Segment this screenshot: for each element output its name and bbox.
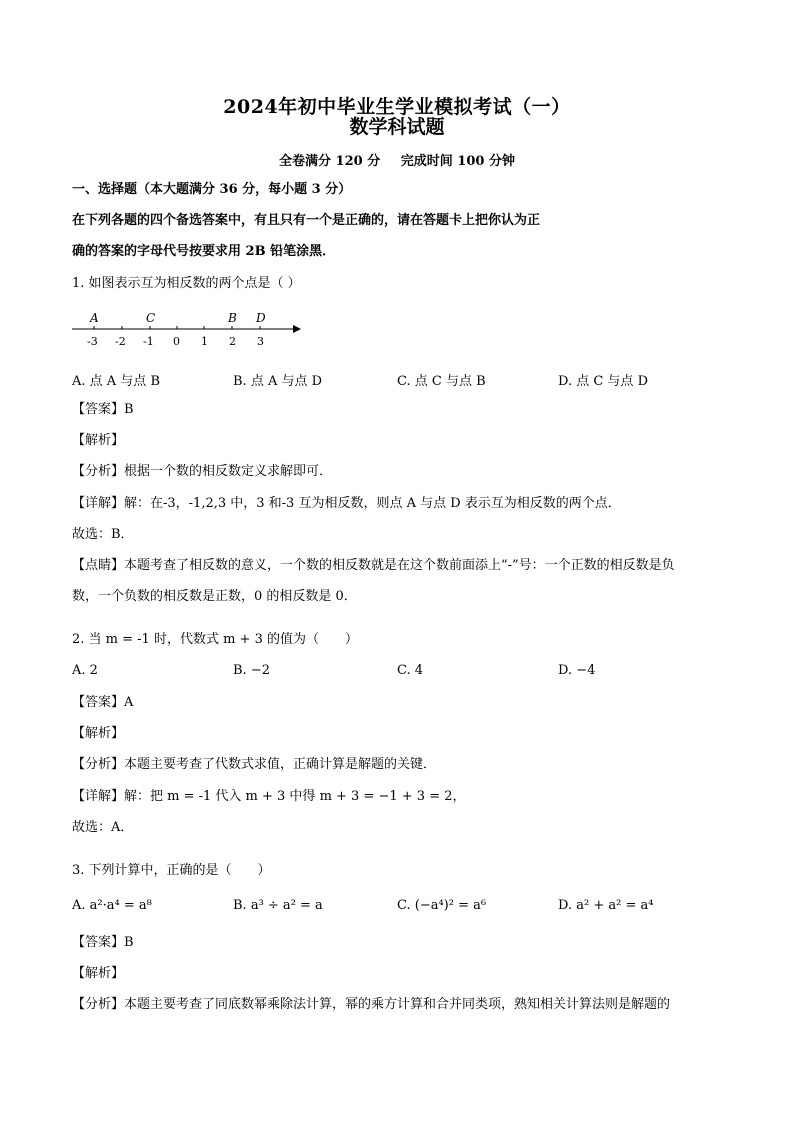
number-line-figure bbox=[68, 308, 308, 350]
q2-fenxi: 【分析】本题主要考查了代数式求值，正确计算是解题的关键． bbox=[72, 757, 437, 772]
q3-fenxi: 【分析】本题主要考查了同底数幂乘除法计算，幂的乘方计算和合并同类项，熟知相关计算法则是解题的 bbox=[72, 997, 671, 1012]
q1-option-c: C. 点 C 与点 B bbox=[397, 374, 486, 389]
q2-stem: 2. 当 m = -1 时，代数式 m + 3 的值为（ ） bbox=[72, 632, 358, 647]
q3-option-c: C. (−a⁴)² = a⁶ bbox=[397, 898, 487, 913]
q1-jiexi: 【解析】 bbox=[72, 433, 125, 448]
q2-guxuan: 故选：A． bbox=[72, 820, 134, 835]
q2-option-b: B. −2 bbox=[233, 663, 270, 678]
instruction-line-1: 在下列各题的四个备选答案中，有且只有一个是正确的，请在答题卡上把你认为正 bbox=[72, 213, 541, 228]
point-label: C bbox=[146, 311, 156, 325]
tick-label: 3 bbox=[257, 335, 264, 348]
tick-label: 0 bbox=[173, 335, 180, 348]
tick-label: -2 bbox=[115, 335, 126, 348]
section-heading: 一、选择题（本大题满分 36 分，每小题 3 分） bbox=[72, 182, 352, 197]
q2-option-a: A. 2 bbox=[72, 663, 98, 678]
point-label: D bbox=[256, 311, 266, 325]
time-info: 完成时间 100 分钟 bbox=[400, 154, 515, 169]
q2-xiangjie: 【详解】解：把 m = -1 代入 m + 3 中得 m + 3 = −1 + 3 = 2， bbox=[72, 789, 466, 804]
q1-option-a: A. 点 A 与点 B bbox=[72, 374, 160, 389]
tick-label: 1 bbox=[201, 335, 208, 348]
q1-dianjing-1: 【点睛】本题考查了相反数的意义，一个数的相反数就是在这个数前面添上“-”号：一个正数的相反数是负 bbox=[72, 558, 675, 573]
tick-label: -1 bbox=[143, 335, 154, 348]
point-label: B bbox=[228, 311, 237, 325]
number-line-arrow bbox=[293, 325, 301, 333]
q1-option-b: B. 点 A 与点 D bbox=[233, 374, 323, 389]
q1-fenxi: 【分析】根据一个数的相反数定义求解即可． bbox=[72, 464, 333, 479]
q2-option-d: D. −4 bbox=[558, 663, 596, 678]
q1-xiangjie: 【详解】解：在-3，-1,2,3 中，3 和-3 互为相反数，则点 A 与点 D 表示互为相反数的两个点． bbox=[72, 496, 621, 511]
exam-info bbox=[0, 150, 794, 169]
instruction-line-2: 确的答案的字母代号按要求用 2B 铅笔涂黑． bbox=[72, 244, 336, 259]
q1-option-d: D. 点 C 与点 D bbox=[558, 374, 648, 389]
point-label: A bbox=[90, 311, 99, 325]
q3-answer: 【答案】B bbox=[72, 935, 134, 950]
score-info: 全卷满分 120 分 bbox=[279, 154, 381, 169]
subject-title: 数学科试题 bbox=[349, 116, 445, 138]
exam-title: 2024年初中毕业生学业模拟考试（一） bbox=[223, 96, 571, 118]
q1-answer: 【答案】B bbox=[72, 402, 134, 417]
q1-guxuan: 故选：B． bbox=[72, 527, 134, 542]
q3-option-b: B. a³ ÷ a² = a bbox=[233, 898, 323, 913]
q1-dianjing-2: 数，一个负数的相反数是正数，0 的相反数是 0． bbox=[72, 589, 357, 604]
q2-answer: 【答案】A bbox=[72, 695, 134, 710]
q3-option-d: D. a² + a² = a⁴ bbox=[558, 898, 654, 913]
tick-label: 2 bbox=[229, 335, 236, 348]
q2-jiexi: 【解析】 bbox=[72, 726, 125, 741]
q3-stem: 3. 下列计算中，正确的是（ ） bbox=[72, 863, 271, 878]
q2-option-c: C. 4 bbox=[397, 663, 424, 678]
q1-stem: 1. 如图表示互为相反数的两个点是（ ） bbox=[72, 276, 301, 291]
q3-option-a: A. a²·a⁴ = a⁸ bbox=[72, 898, 152, 913]
tick-label: -3 bbox=[87, 335, 98, 348]
q3-jiexi: 【解析】 bbox=[72, 966, 125, 981]
